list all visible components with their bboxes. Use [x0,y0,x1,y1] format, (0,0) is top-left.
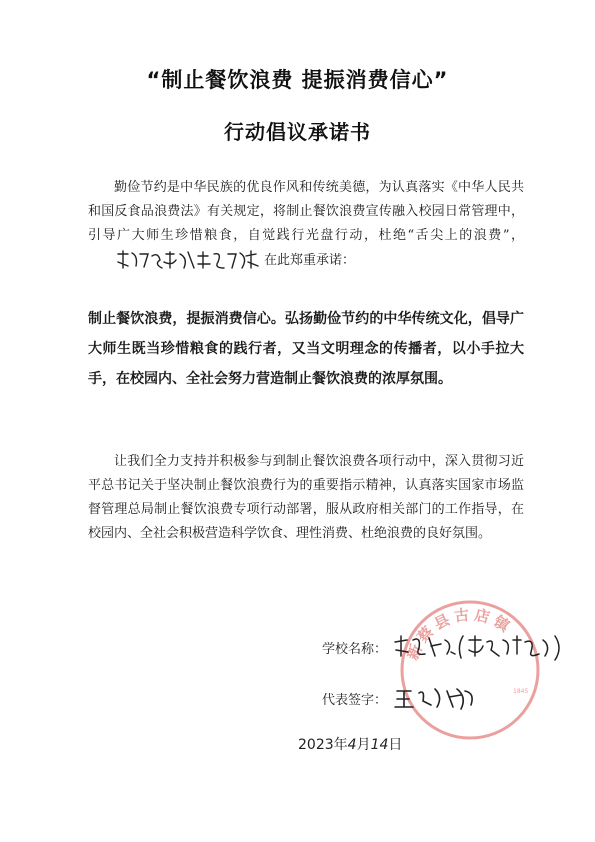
representative-label: 代表签字： [322,692,388,708]
handwritten-school-name-svg [114,248,264,272]
date-day-char: 日 [388,737,403,753]
paragraph-intro-end: 在此郑重承诺： [264,252,356,268]
date-year: 2023 [298,737,334,753]
svg-text:1845: 1845 [513,688,529,695]
document-subtitle: 行动倡议承诺书 [224,120,371,144]
school-name-signature [391,632,571,662]
paragraph-intro-text: 勤俭节约是中华民族的优良作风和传统美德，为认真落实《中华人民共和国反食品浪费法》有关规定，将制止餐饮浪费宣传融入校园日常管理中，引导广大师生珍惜粮食，自觉践行光盘行动，杜绝“舌尖上的浪费”， [88,180,524,243]
document-title: “制止餐饮浪费 提振消费信心” [146,68,449,92]
handwritten-school-name [88,248,264,273]
representative-signature-svg [391,683,481,713]
school-name-label: 学校名称： [322,641,388,657]
svg-text:新蔡县古店镇: 新蔡县古店镇 [403,605,517,663]
date-month-char: 月 [356,737,371,753]
representative-signature [391,683,481,713]
representative-row [322,683,481,713]
paragraph-intro [88,176,524,273]
signing-date [298,734,402,754]
date-day: 14 [370,737,389,753]
official-seal-stamp [395,595,545,745]
date-month: 4 [347,737,357,753]
paragraph-call-to-action: 让我们全力支持并积极参与到制止餐饮浪费各项行动中，深入贯彻习近平总书记关于坚决制止餐饮浪费行为的重要指示精神，认真落实国家市场监督管理总局制止餐饮浪费专项行动部署，服从政府相关部门的工作指导，在校园内、全社会积极营造科学饮食、理性消费、杜绝浪费的良好氛围。 [88,454,524,541]
school-name-row [322,632,571,662]
paragraph-commitment: 制止餐饮浪费，提振消费信心。弘扬勤俭节约的中华传统文化，倡导广大师生既当珍惜粮食的践行者，又当文明理念的传播者，以小手拉大手，在校园内、全社会努力营造制止餐饮浪费的浓厚氛围。 [88,311,524,387]
date-year-char: 年 [333,737,348,753]
school-name-signature-svg [391,632,571,662]
